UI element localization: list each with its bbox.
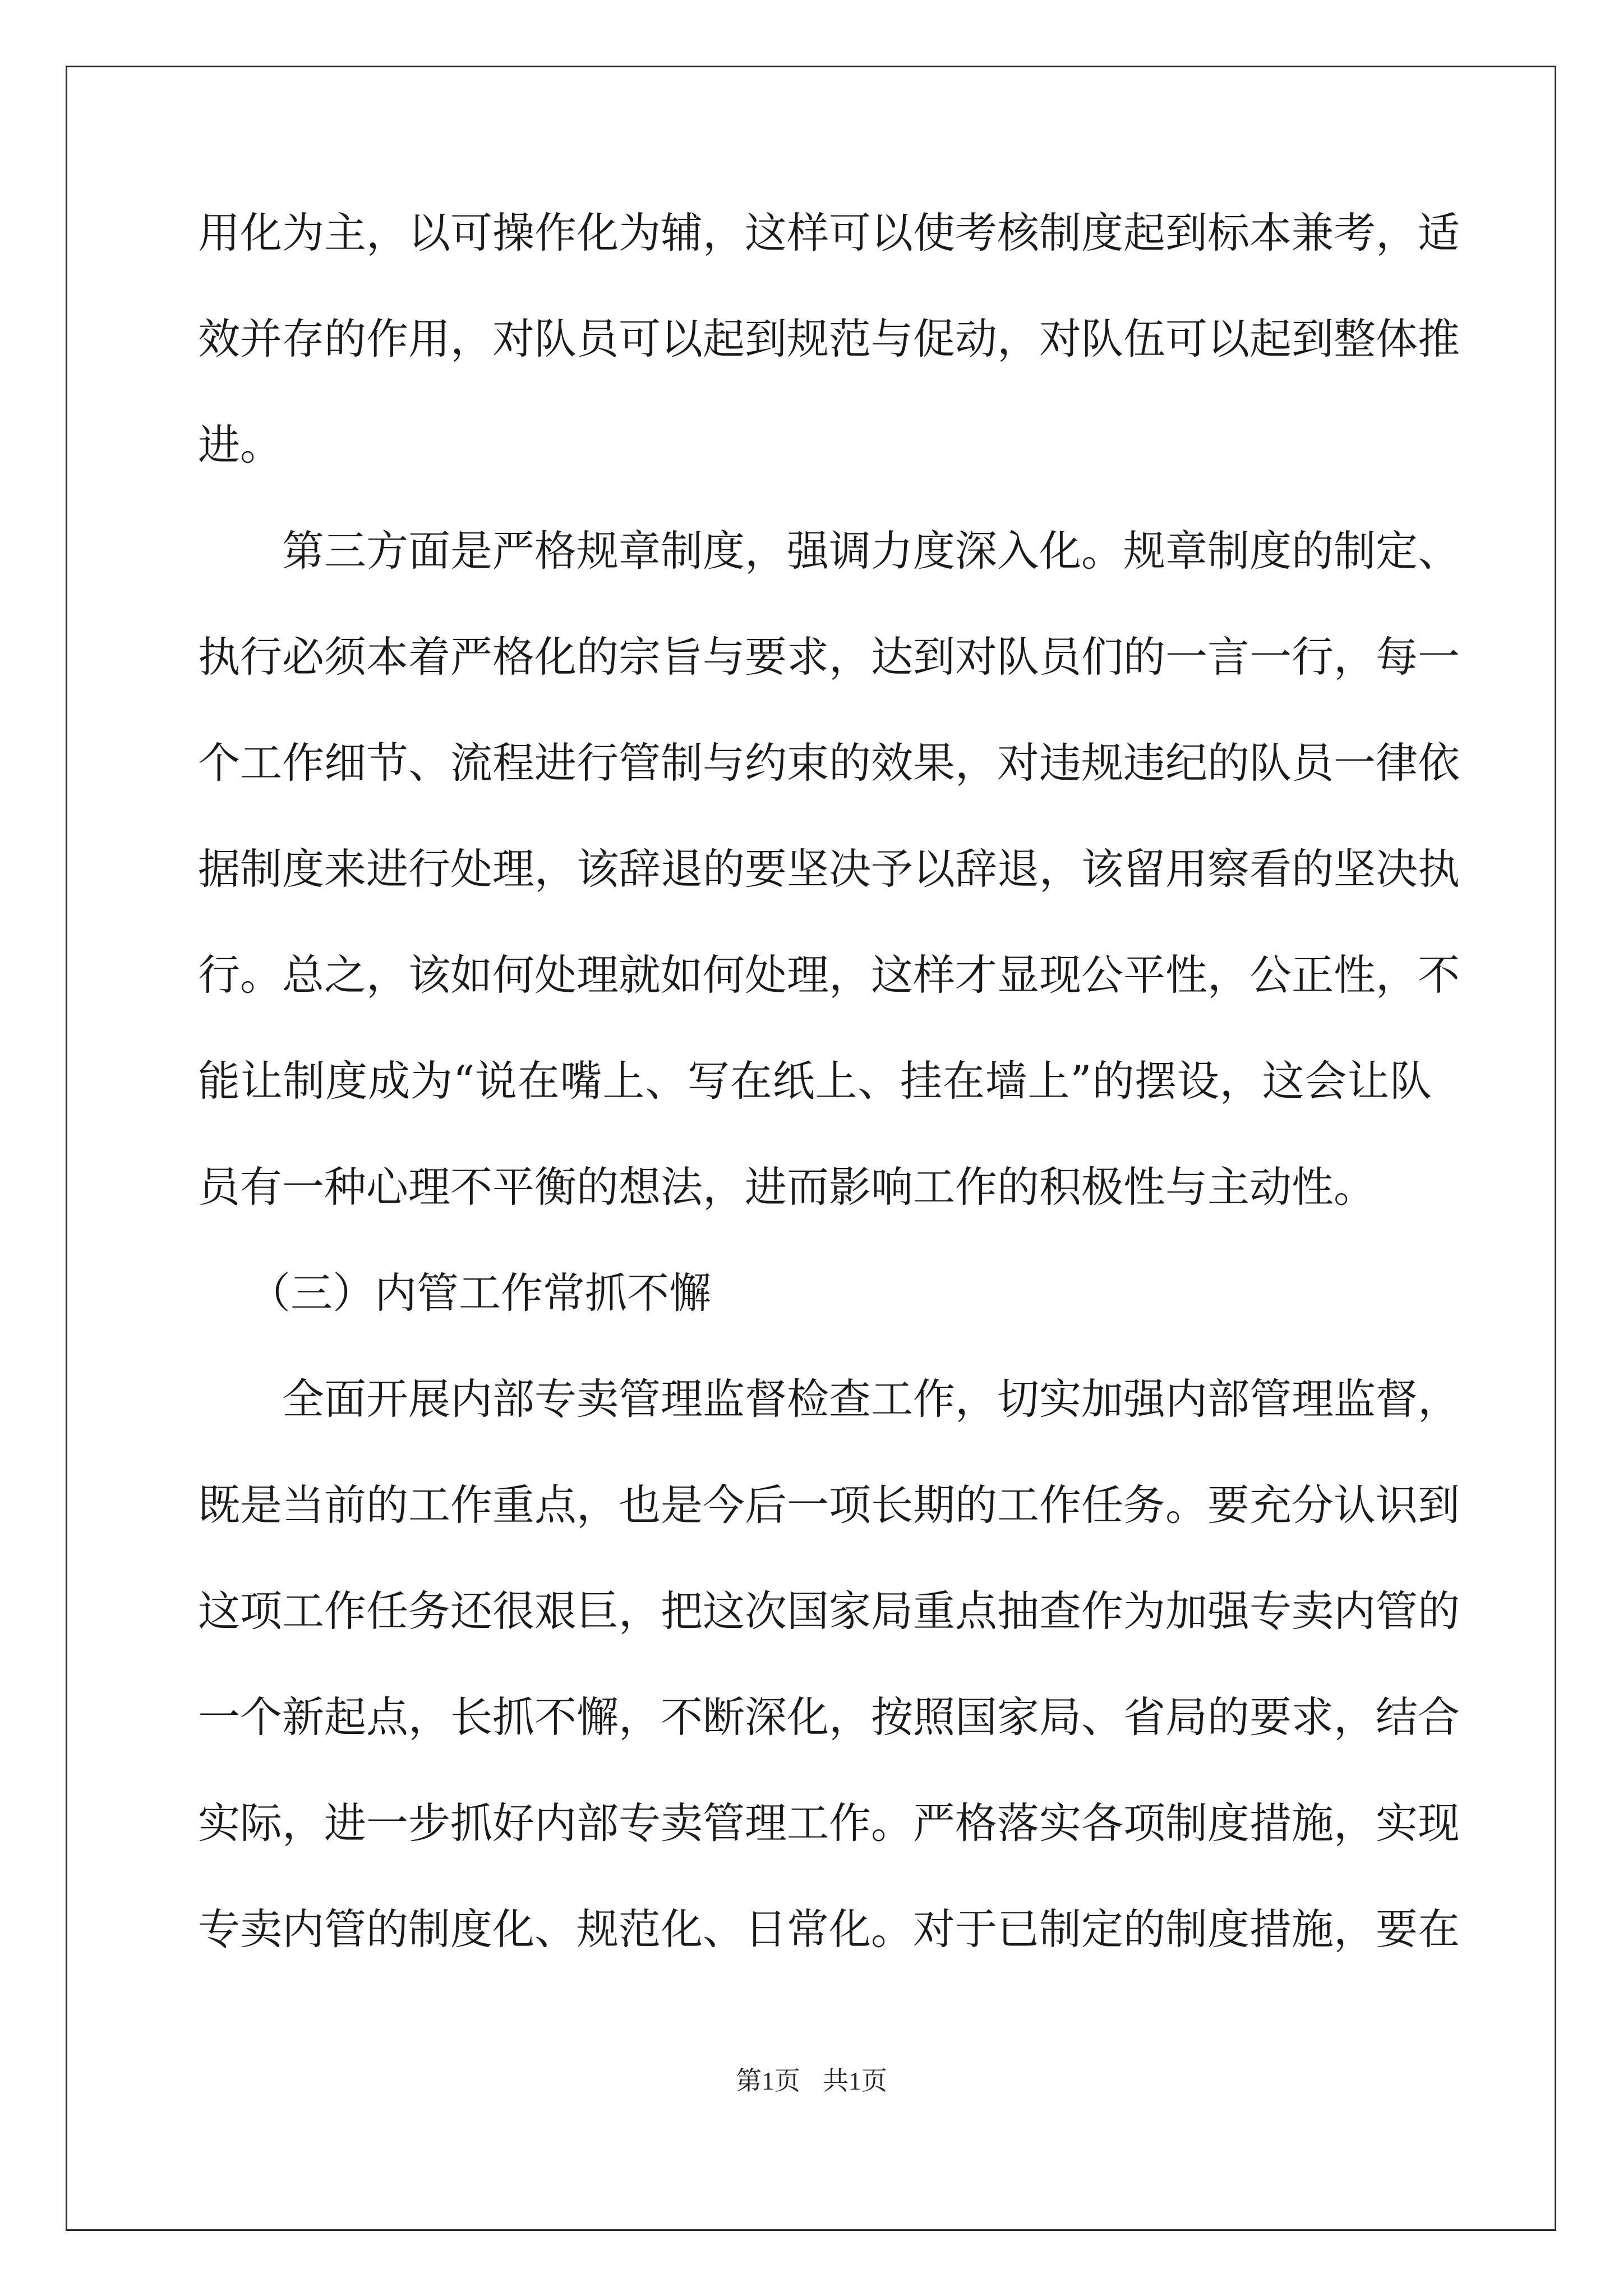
paragraph-first-line: 全面开展内部专卖管理监督检查工作，切实加强内部管理监督， — [282, 1374, 1460, 1424]
text-line: 能让制度成为“说在嘴上、写在纸上、挂在墙上”的摆设，这会让队 — [198, 1056, 1432, 1106]
text-line: 一个新起点，长抓不懈，不断深化，按照国家局、省局的要求，结合 — [198, 1692, 1460, 1742]
text-line: 据制度来进行处理，该辞退的要坚决予以辞退，该留用察看的坚决执 — [198, 844, 1460, 894]
paragraph-first-line: 第三方面是严格规章制度，强调力度深入化。规章制度的制定、 — [282, 526, 1460, 576]
text-line: 专卖内管的制度化、规范化、日常化。对于已制定的制度措施，要在 — [198, 1904, 1460, 1954]
text-line: 实际，进一步抓好内部专卖管理工作。严格落实各项制度措施，实现 — [198, 1798, 1460, 1848]
text-line: 用化为主，以可操作化为辅，这样可以使考核制度起到标本兼考，适 — [198, 208, 1460, 257]
text-line: 个工作细节、流程进行管制与约束的效果，对违规违纪的队员一律依 — [198, 738, 1460, 788]
text-line: 行。总之，该如何处理就如何处理，这样才显现公平性，公正性，不 — [198, 950, 1460, 1000]
page-footer — [0, 2064, 1623, 2098]
text-line: 执行必须本着严格化的宗旨与要求，达到对队员们的一言一行，每一 — [198, 632, 1460, 682]
text-line: 员有一种心理不平衡的想法，进而影响工作的积极性与主动性。 — [198, 1162, 1376, 1212]
text-line: 进。 — [198, 420, 283, 470]
text-line: 效并存的作用，对队员可以起到规范与促动，对队伍可以起到整体推 — [198, 314, 1460, 364]
text-line: 既是当前的工作重点，也是今后一项长期的工作任务。要充分认识到 — [198, 1480, 1460, 1530]
section-heading: （三）内管工作常抓不懈 — [248, 1268, 712, 1318]
page-number: 第1页 — [736, 2067, 800, 2095]
page-total: 共1页 — [823, 2067, 887, 2095]
text-line: 这项工作任务还很艰巨，把这次国家局重点抽查作为加强专卖内管的 — [198, 1586, 1460, 1636]
